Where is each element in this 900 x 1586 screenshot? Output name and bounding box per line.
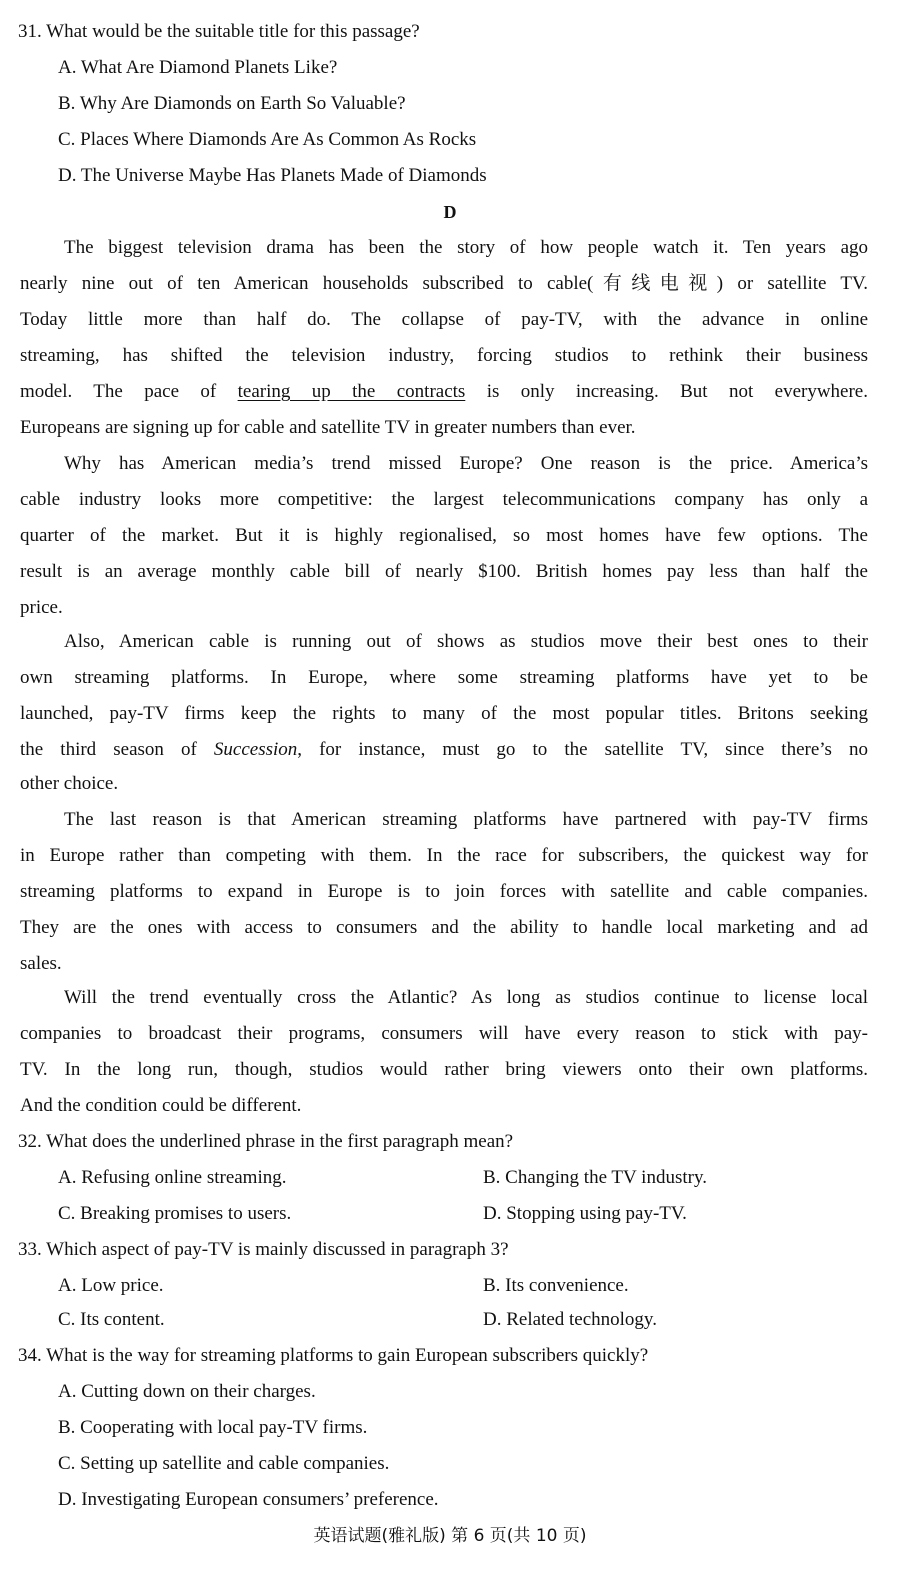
passage-line-underlined (20, 380, 868, 404)
passage-line: They are the ones with access to consumers and the ability to handle local marketing and ad (20, 917, 868, 938)
q33-option-c: C. Its content. (58, 1309, 165, 1330)
q33-number: 33. (18, 1239, 42, 1260)
q34-number: 34. (18, 1345, 42, 1366)
q31-number: 31. (18, 21, 42, 42)
q31-option-b: B. Why Are Diamonds on Earth So Valuable? (58, 93, 406, 114)
passage-line: cable industry looks more competitive: the largest telecommunications company has only a (20, 489, 868, 510)
passage-line: The last reason is that American streaming platforms have partnered with pay-TV firms (64, 809, 868, 830)
passage-line: TV. In the long run, though, studios would rather bring viewers onto their own platforms. (20, 1059, 868, 1080)
passage-text: , for instance, must go to the satellite TV, since there’s no (297, 739, 869, 760)
passage-line: price. (20, 597, 63, 618)
q32-option-d: D. Stopping using pay-TV. (483, 1203, 687, 1224)
q33-question-text: Which aspect of pay-TV is mainly discussed in paragraph 3? (46, 1239, 509, 1260)
q32-option-a: A. Refusing online streaming. (58, 1167, 287, 1188)
passage-text: model. The pace of (20, 381, 238, 402)
q34-question (18, 1344, 648, 1368)
passage-line: The biggest television drama has been the story of how people watch it. Ten years ago (64, 237, 868, 258)
passage-line: Today little more than half do. The collapse of pay-TV, with the advance in online (20, 309, 868, 330)
q32-number: 32. (18, 1131, 42, 1152)
q32-option-c: C. Breaking promises to users. (58, 1203, 292, 1224)
q33-option-b: B. Its convenience. (483, 1275, 629, 1296)
passage-line: And the condition could be different. (20, 1095, 302, 1116)
q34-question-text: What is the way for streaming platforms to gain European subscribers quickly? (46, 1345, 649, 1366)
passage-line: sales. (20, 953, 62, 974)
underlined-phrase: tearing up the contracts (237, 381, 466, 402)
show-title: Succession (213, 739, 298, 760)
passage-line: other choice. (20, 773, 119, 794)
q33-question (18, 1238, 509, 1262)
q31-option-a: A. What Are Diamond Planets Like? (58, 57, 338, 78)
passage-line: in Europe rather than competing with them. In the race for subscribers, the quickest way for (20, 845, 868, 866)
q34-option-d: D. Investigating European consumers’ preference. (58, 1489, 439, 1510)
q34-option-b: B. Cooperating with local pay-TV firms. (58, 1417, 368, 1438)
q32-question (18, 1130, 513, 1154)
passage-text: the third season of (20, 739, 214, 760)
passage-line: Europeans are signing up for cable and satellite TV in greater numbers than ever. (20, 417, 636, 438)
q32-question-text: What does the underlined phrase in the first paragraph mean? (46, 1131, 514, 1152)
passage-line-italic (20, 738, 868, 762)
passage-line: companies to broadcast their programs, consumers will have every reason to stick with pay- (20, 1023, 868, 1044)
passage-text: is only increasing. But not everywhere. (465, 381, 868, 402)
passage-line: streaming platforms to expand in Europe is to join forces with satellite and cable companies. (20, 881, 868, 902)
q33-option-a: A. Low price. (58, 1275, 164, 1296)
passage-line: launched, pay-TV firms keep the rights to many of the most popular titles. Britons seeking (20, 703, 868, 724)
q33-option-d: D. Related technology. (483, 1309, 657, 1330)
q34-option-c: C. Setting up satellite and cable companies. (58, 1453, 390, 1474)
passage-line: Will the trend eventually cross the Atlantic? As long as studios continue to license local (64, 987, 868, 1008)
q34-option-a: A. Cutting down on their charges. (58, 1381, 316, 1402)
q31-question (18, 20, 420, 44)
passage-line: Also, American cable is running out of shows as studios move their best ones to their (64, 631, 868, 652)
q32-option-b: B. Changing the TV industry. (483, 1167, 707, 1188)
passage-line: Why has American media’s trend missed Europe? One reason is the price. America’s (64, 453, 868, 474)
passage-line: own streaming platforms. In Europe, where some streaming platforms have yet to be (20, 667, 868, 688)
q31-question-text: What would be the suitable title for this passage? (46, 21, 420, 42)
passage-line: streaming, has shifted the television industry, forcing studios to rethink their business (20, 345, 868, 366)
page-footer: 英语试题(雅礼版) 第 6 页(共 10 页) (313, 1526, 587, 1546)
section-label: D (443, 202, 457, 222)
passage-line: nearly nine out of ten American households subscribed to cable(有线电视) or satellite TV. (20, 273, 868, 294)
passage-line: result is an average monthly cable bill of nearly $100. British homes pay less than half the (20, 561, 868, 582)
q31-option-c: C. Places Where Diamonds Are As Common As Rocks (58, 129, 477, 150)
passage-line: quarter of the market. But it is highly regionalised, so most homes have few options. The (20, 525, 868, 546)
q31-option-d: D. The Universe Maybe Has Planets Made of Diamonds (58, 165, 487, 186)
